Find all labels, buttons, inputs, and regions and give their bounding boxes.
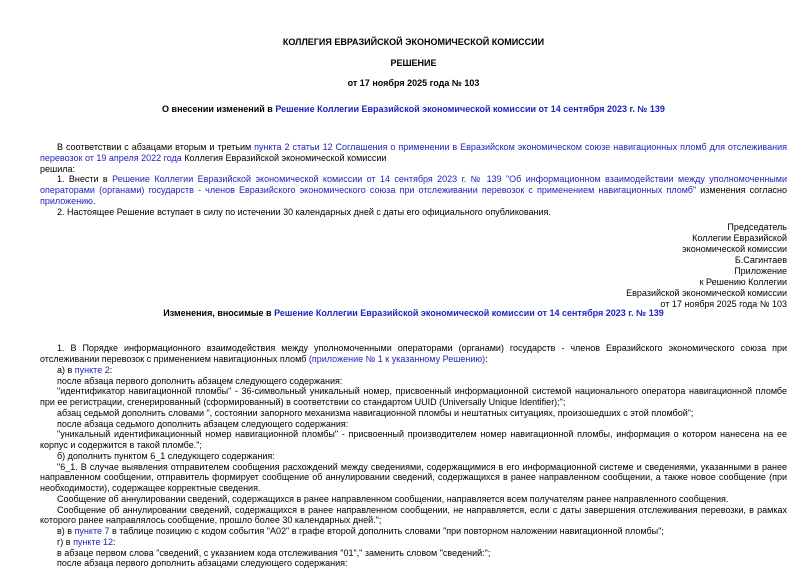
paragraph [40,526,787,537]
paragraph [40,494,787,505]
paragraph [40,207,787,218]
preamble [40,142,787,217]
signature-line: Коллегии Евразийской [692,233,787,244]
text-run: изменения согласно [696,185,788,195]
text-run: в) в [57,526,75,536]
document-title [40,103,787,115]
text-run: в абзаце первом слова "сведений, с указанием кода отслеживания "01"," заменить словом "сведений:"; [57,547,491,558]
signature-lines [40,222,787,266]
doc-link[interactable]: Решение Коллегии Евразийской экономической комиссии от 14 сентября 2023 г. № 139 [274,308,664,319]
doc-link[interactable]: пункте 7 [74,526,110,536]
paragraph [40,558,787,569]
paragraph [40,429,787,451]
paragraph [40,174,787,206]
text-run: "идентификатор навигационной пломбы" - 36-символьный уникальный номер, присвоенный информационной системой национального оператора навигационной пломбе при ее регистрации, сгенерированный (сформированный) в соответствии со стандартом UUID (Universally Unique Identifier);"; [40,386,787,407]
paragraph [40,419,787,430]
signature-line: экономической комиссии [682,244,787,255]
text-run: 1. В Порядке информационного взаимодействия между уполномоченными операторами (органами) государств - членов Евразийского экономического союза при отслеживании перевозок с применением навигационных пломб [40,343,787,364]
text-run: Изменения, вносимые в [163,308,275,319]
paragraph [40,548,787,559]
doc-link[interactable]: приложению [40,195,93,206]
doc-link[interactable]: пункта 2 статьи 12 Соглашения о применении в Евразийском экономическом союзе навигационных пломб для отслеживания перевозок от 19 апреля 2022 года [40,142,787,163]
doc-link[interactable]: пункте 2 [74,364,110,375]
text-run: О внесении изменений в [162,104,276,114]
paragraph [40,462,787,494]
annex-reference [40,266,787,310]
text-run: . [92,195,96,206]
text-run: в таблице позицию с кодом события "А02" в графе второй дополнить словами "при повторном наложении навигационной пломбы"; [109,526,664,536]
doc-type: РЕШЕНИЕ [390,58,437,68]
doc-link[interactable]: (приложение № 1 к указанному Решению) [308,354,486,364]
paragraph [40,386,787,408]
text-run: г) в [57,536,74,547]
signature-block [40,222,787,310]
text-run: : [109,364,113,375]
signature-line: Председатель [727,222,787,233]
text-run: 1. Внести в [57,174,113,185]
text-run: решила: [40,163,76,174]
text-run: Сообщение об аннулировании сведений, содержащихся в ранее направленном сообщении, направляется всем получателям ранее направленного сообщения. [57,493,729,504]
paragraph [40,376,787,387]
text-run: "6_1. В случае выявления отправителем сообщения расхождений между сведениями, содержащимися в его информационной системе и сведениями, указанными в ранее направленном сообщении, отправитель формирует сообщение об аннулировании сведений, содержащихся в ранее направленном сообщении, а также новое сообщение (при необходимости), содержащее корректные сведения. [40,461,787,493]
paragraph [40,365,787,376]
paragraph [40,343,787,365]
text-run: абзац седьмой дополнить словами ", состоянии запорного механизма навигационной пломбы и нештатных ситуациях, произошедших с этой пломбой"; [57,407,694,418]
org-name: КОЛЛЕГИЯ ЕВРАЗИЙСКОЙ ЭКОНОМИЧЕСКОЙ КОМИССИИ [282,37,545,47]
text-run: 2. Настоящее Решение вступает в силу по истечении 30 календарных дней с даты его официального опубликования. [57,206,551,217]
annex-ref-line: Приложение [734,266,787,277]
text-run: В соответствии с абзацами вторым и третьим [57,142,255,152]
annex-body [40,343,787,569]
text-run: Сообщение об аннулировании сведений, содержащихся в ранее направленном сообщении, не направляется, если с даты завершения отслеживания перевозки, в рамках которого ранее направлялось сообщение, прошло более 30 календарных дней."; [40,504,787,526]
annex-ref-line: от 17 ноября 2025 года № 103 [660,299,787,310]
text-run: а) в [57,364,75,375]
annex-ref-line: Евразийской экономической комиссии [626,288,787,299]
text-run: после абзаца седьмого дополнить абзацем следующего содержания: [57,418,349,429]
annex-ref-line: к Решению Коллегии [699,277,787,288]
text-run: "уникальный идентификационный номер навигационной пломбы" - присвоенный производителем номер навигационной пломбы, информация о котором нанесена на ее корпус и содержится в такой пломбе."; [40,429,787,450]
text-run: : [112,536,116,547]
doc-link[interactable]: Решение Коллегии Евразийской экономической комиссии от 14 сентября 2023 г. № 139 [275,104,665,114]
signature-line: Б.Сагинтаев [734,255,787,266]
paragraph [40,451,787,462]
doc-link[interactable]: Решение Коллегии Евразийской экономической комиссии от 14 сентября 2023 г. № 139 "Об информационном взаимодействии между уполномоченными операторами (органами) государств - членов Евразийского экономического союза при отслеживании перевозок с применением навигационных пломб" [40,174,787,195]
paragraph [40,408,787,419]
paragraph [40,142,787,164]
paragraph [40,505,787,527]
text-run: Коллегия Евразийской экономической комиссии [181,152,387,163]
text-run: : [485,354,488,364]
doc-link[interactable]: пункте 12 [73,536,113,547]
text-run: после абзаца первого дополнить абзацем следующего содержания: [57,375,343,386]
paragraph [40,164,787,175]
doc-date: от 17 ноября 2025 года № 103 [347,78,480,88]
text-run: после абзаца первого дополнить абзацами следующего содержания: [57,558,348,569]
text-run: б) дополнить пунктом 6_1 следующего содержания: [57,450,275,461]
paragraph [40,537,787,548]
